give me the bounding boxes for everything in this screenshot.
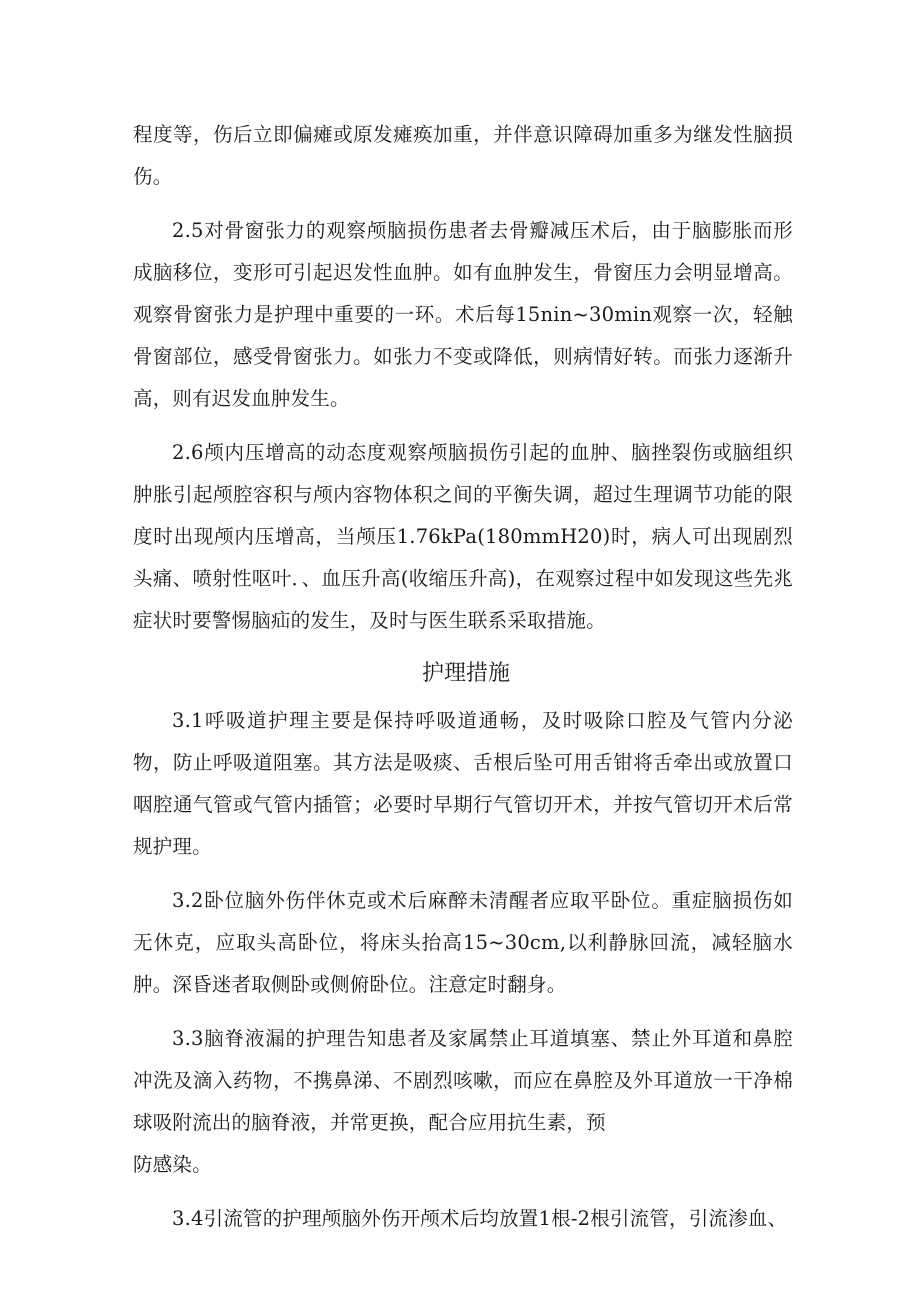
paragraph-3-4-drainage-tube-care: 3.4引流管的护理颅脑外伤开颅术后均放置1根-2根引流管，引流渗血、 [172, 1207, 788, 1230]
paragraph-2-5-bone-window-tension: 2.5对骨窗张力的观察颅脑损伤患者去骨瓣减压术后，由于脑膨胀而形成脑移位，变形可引起迟发性血肿。如有血肿发生，骨窗压力会明显增高。观察骨窗张力是护理中重要的一环。术后每15nin~30min观察一次，轻触骨窗部位，感受骨窗张力。如张力不变或降低，则病情好转。而张力逐渐升高，则有迟发血肿发生。 [133, 219, 793, 410]
paragraph-3-2-body-position: 3.2卧位脑外伤伴休克或术后麻醉未清醒者应取平卧位。重症脑损伤如无休克，应取头高卧位，将床头抬高15~30cm,以利静脉回流，减轻脑水肿。深昏迷者取侧卧或侧俯卧位。注意定时翻身。 [133, 889, 793, 996]
section-heading-nursing-measures: 护理措施 [421, 661, 510, 686]
document-page [133, 114, 793, 1252]
paragraph-injury-continuation: 程度等，伤后立即偏瘫或原发瘫痪加重，并伴意识障碍加重多为继发性脑损伤。 [133, 123, 793, 188]
paragraph-3-3-text: 3.3脑脊液漏的护理告知患者及家属禁止耳道填塞、禁止外耳道和鼻腔冲洗及滴入药物，不携鼻涕、不剧烈咳嗽，而应在鼻腔及外耳道放一干净棉球吸附流出的脑脊液，并常更换，配合应用抗生素，预 [133, 1027, 793, 1134]
paragraph-3-3-csf-leak-care [133, 1018, 793, 1186]
paragraph-3-3-continuation: 防感染。 [133, 1153, 212, 1176]
paragraph-3-1-airway-care: 3.1呼吸道护理主要是保持呼吸道通畅，及时吸除口腔及气管内分泌物，防止呼吸道阻塞。其方法是吸痰、舌根后坠可用舌钳将舌牵出或放置口咽腔通气管或气管内插管；必要时早期行气管切开术，并按气管切开术后常规护理。 [133, 709, 793, 858]
paragraph-2-6-intracranial-pressure: 2.6颅内压增高的动态度观察颅脑损伤引起的血肿、脑挫裂伤或脑组织肿胀引起颅腔容积与颅内容物体积之间的平衡失调，超过生理调节功能的限度时出现颅内压增高，当颅压1.76kPa(180mmH20)时，病人可出现剧烈头痛、喷射性呕叶．、血压升高(收缩压升高)，在观察过程中如发现这些先兆症状时要警惕脑疝的发生，及时与医生联系采取措施。 [133, 441, 793, 632]
